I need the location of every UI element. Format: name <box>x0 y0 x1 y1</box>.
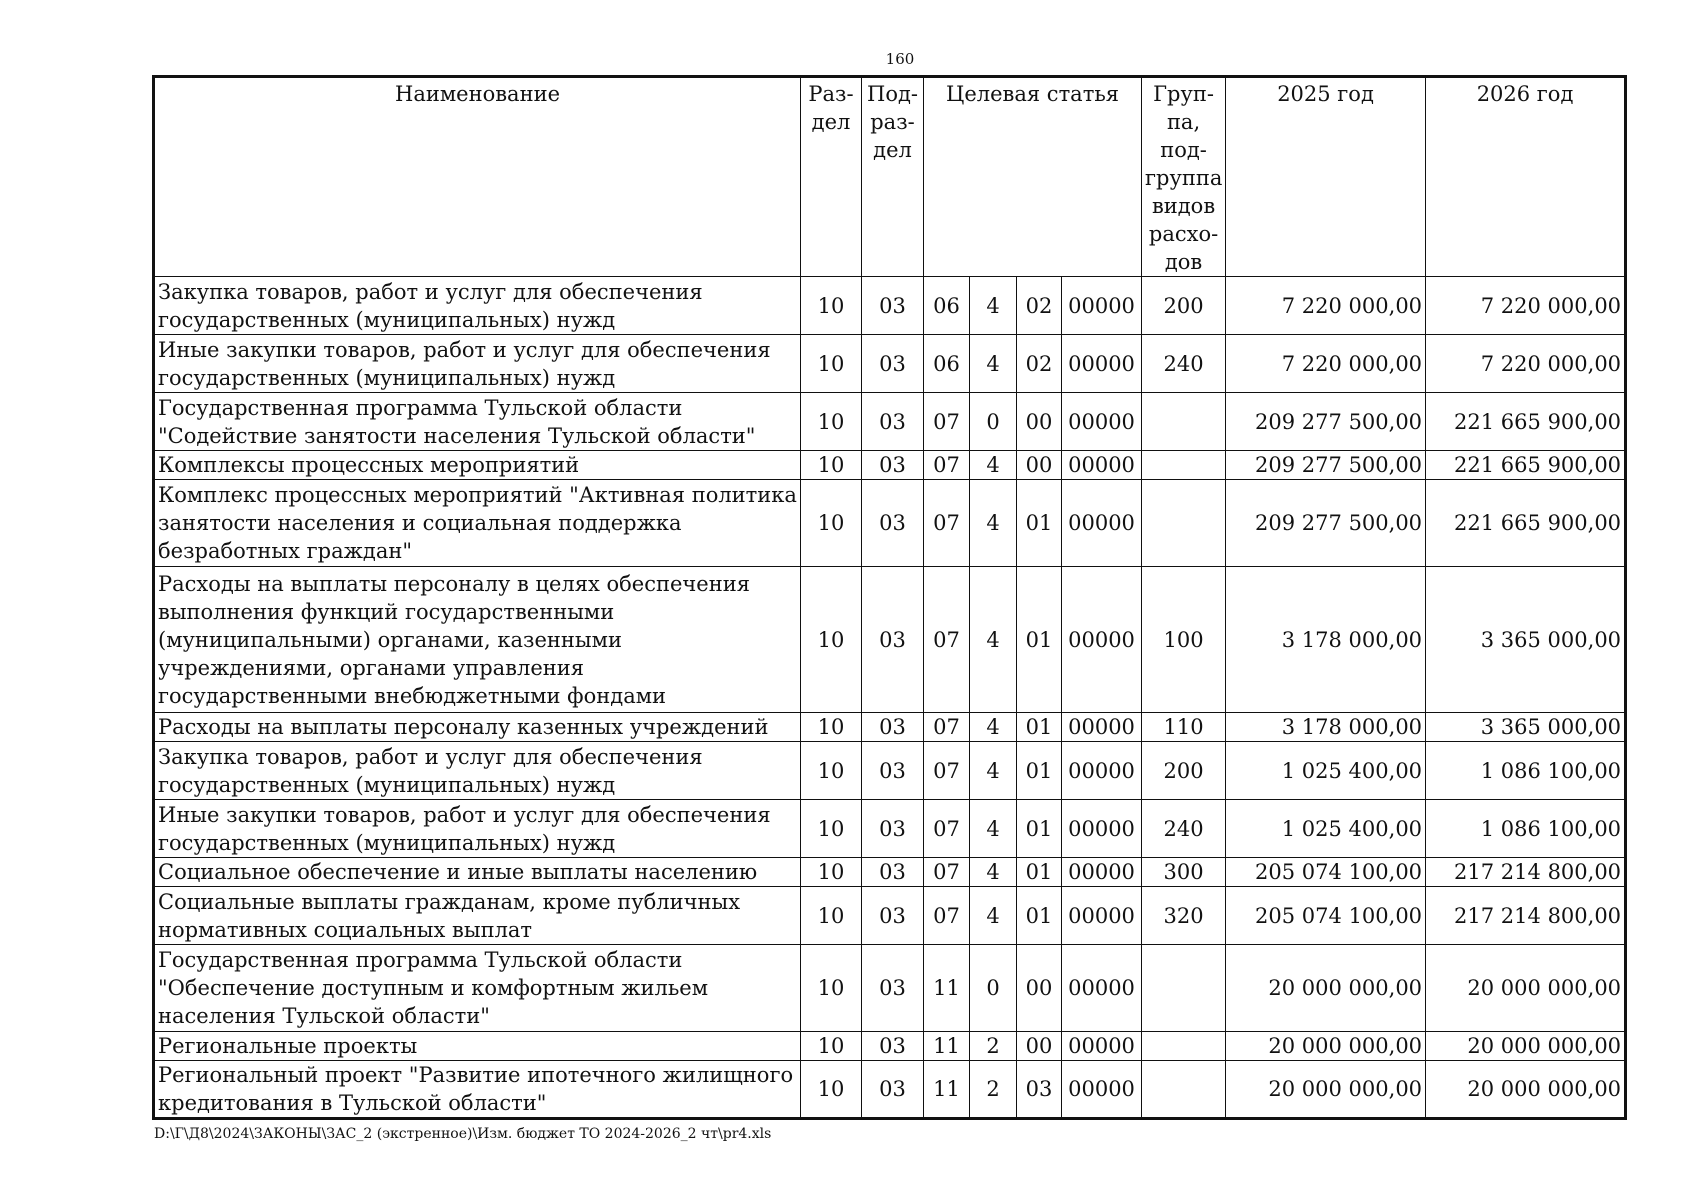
cell-celevaya-3: 03 <box>1017 1061 1062 1119</box>
cell-celevaya-3: 01 <box>1017 713 1062 742</box>
cell-name: Региональные проекты <box>154 1032 801 1061</box>
cell-gruppa: 240 <box>1142 335 1226 393</box>
cell-celevaya-1: 11 <box>924 945 970 1032</box>
cell-razdel: 10 <box>801 858 862 887</box>
cell-amount-2025: 20 000 000,00 <box>1226 945 1426 1032</box>
cell-celevaya-4: 00000 <box>1062 1061 1142 1119</box>
cell-amount-2026: 3 365 000,00 <box>1426 567 1626 713</box>
cell-celevaya-2: 4 <box>970 742 1017 800</box>
header-name: Наименование <box>154 77 801 277</box>
header-podrazdel: Под- раз- дел <box>862 77 924 277</box>
cell-celevaya-1: 07 <box>924 800 970 858</box>
cell-podrazdel: 03 <box>862 480 924 567</box>
cell-name: Государственная программа Тульской области "Содействие занятости населения Тульской области" <box>154 393 801 451</box>
cell-celevaya-4: 00000 <box>1062 480 1142 567</box>
cell-gruppa <box>1142 451 1226 480</box>
cell-celevaya-3: 01 <box>1017 742 1062 800</box>
cell-celevaya-4: 00000 <box>1062 945 1142 1032</box>
cell-celevaya-1: 07 <box>924 858 970 887</box>
cell-celevaya-2: 4 <box>970 480 1017 567</box>
cell-celevaya-1: 11 <box>924 1032 970 1061</box>
cell-name: Иные закупки товаров, работ и услуг для обеспечения государственных (муниципальных) нужд <box>154 800 801 858</box>
cell-razdel: 10 <box>801 742 862 800</box>
cell-name: Закупка товаров, работ и услуг для обеспечения государственных (муниципальных) нужд <box>154 742 801 800</box>
cell-amount-2026: 221 665 900,00 <box>1426 480 1626 567</box>
cell-gruppa: 300 <box>1142 858 1226 887</box>
cell-celevaya-2: 4 <box>970 858 1017 887</box>
cell-celevaya-1: 11 <box>924 1061 970 1119</box>
cell-celevaya-4: 00000 <box>1062 393 1142 451</box>
cell-podrazdel: 03 <box>862 945 924 1032</box>
cell-razdel: 10 <box>801 567 862 713</box>
cell-celevaya-4: 00000 <box>1062 1032 1142 1061</box>
cell-name: Региональный проект "Развитие ипотечного жилищного кредитования в Тульской области" <box>154 1061 801 1119</box>
cell-gruppa: 240 <box>1142 800 1226 858</box>
cell-amount-2026: 20 000 000,00 <box>1426 1061 1626 1119</box>
cell-celevaya-4: 00000 <box>1062 742 1142 800</box>
cell-celevaya-1: 07 <box>924 480 970 567</box>
table-row <box>154 480 1626 567</box>
cell-gruppa: 320 <box>1142 887 1226 945</box>
table-header-row <box>154 77 1626 277</box>
cell-razdel: 10 <box>801 451 862 480</box>
cell-celevaya-2: 4 <box>970 800 1017 858</box>
cell-podrazdel: 03 <box>862 713 924 742</box>
cell-celevaya-2: 2 <box>970 1032 1017 1061</box>
cell-amount-2026: 221 665 900,00 <box>1426 393 1626 451</box>
cell-razdel: 10 <box>801 335 862 393</box>
page-number: 160 <box>885 50 915 68</box>
cell-amount-2025: 3 178 000,00 <box>1226 713 1426 742</box>
header-year-2025: 2025 год <box>1226 77 1426 277</box>
cell-amount-2026: 20 000 000,00 <box>1426 1032 1626 1061</box>
cell-amount-2026: 1 086 100,00 <box>1426 800 1626 858</box>
cell-amount-2026: 221 665 900,00 <box>1426 451 1626 480</box>
cell-amount-2025: 7 220 000,00 <box>1226 335 1426 393</box>
cell-celevaya-2: 4 <box>970 713 1017 742</box>
cell-razdel: 10 <box>801 393 862 451</box>
cell-celevaya-1: 07 <box>924 713 970 742</box>
cell-gruppa: 110 <box>1142 713 1226 742</box>
table-row <box>154 945 1626 1032</box>
cell-gruppa <box>1142 480 1226 567</box>
cell-celevaya-2: 0 <box>970 945 1017 1032</box>
cell-name: Иные закупки товаров, работ и услуг для обеспечения государственных (муниципальных) нужд <box>154 335 801 393</box>
table-row <box>154 887 1626 945</box>
cell-celevaya-1: 06 <box>924 335 970 393</box>
cell-celevaya-2: 4 <box>970 451 1017 480</box>
cell-name: Расходы на выплаты персоналу в целях обеспечения выполнения функций государственными (муниципальными) органами, казенными учреждениями, органами управления государственными внебюджетными фондами <box>154 567 801 713</box>
cell-razdel: 10 <box>801 945 862 1032</box>
cell-amount-2026: 7 220 000,00 <box>1426 335 1626 393</box>
cell-amount-2025: 1 025 400,00 <box>1226 800 1426 858</box>
cell-amount-2025: 7 220 000,00 <box>1226 277 1426 335</box>
footer-file-path: D:\Г\Д8\2024\ЗАКОНЫ\ЗАС_2 (экстренное)\Изм. бюджет ТО 2024-2026_2 чт\pr4.xls <box>154 1126 772 1142</box>
cell-amount-2025: 20 000 000,00 <box>1226 1032 1426 1061</box>
cell-gruppa: 100 <box>1142 567 1226 713</box>
cell-celevaya-3: 00 <box>1017 1032 1062 1061</box>
cell-amount-2026: 7 220 000,00 <box>1426 277 1626 335</box>
cell-celevaya-3: 00 <box>1017 393 1062 451</box>
cell-celevaya-3: 01 <box>1017 567 1062 713</box>
cell-celevaya-2: 4 <box>970 335 1017 393</box>
cell-celevaya-2: 4 <box>970 567 1017 713</box>
cell-razdel: 10 <box>801 713 862 742</box>
cell-gruppa <box>1142 393 1226 451</box>
cell-celevaya-4: 00000 <box>1062 800 1142 858</box>
cell-celevaya-3: 01 <box>1017 858 1062 887</box>
cell-podrazdel: 03 <box>862 393 924 451</box>
cell-name: Расходы на выплаты персоналу казенных учреждений <box>154 713 801 742</box>
cell-celevaya-3: 00 <box>1017 945 1062 1032</box>
cell-podrazdel: 03 <box>862 887 924 945</box>
cell-celevaya-1: 07 <box>924 451 970 480</box>
budget-table <box>152 75 1627 1120</box>
table-row <box>154 567 1626 713</box>
cell-celevaya-3: 01 <box>1017 480 1062 567</box>
cell-name: Социальные выплаты гражданам, кроме публичных нормативных социальных выплат <box>154 887 801 945</box>
cell-celevaya-2: 4 <box>970 277 1017 335</box>
cell-celevaya-3: 02 <box>1017 277 1062 335</box>
cell-gruppa: 200 <box>1142 742 1226 800</box>
table-row <box>154 1032 1626 1061</box>
cell-name: Закупка товаров, работ и услуг для обеспечения государственных (муниципальных) нужд <box>154 277 801 335</box>
cell-podrazdel: 03 <box>862 800 924 858</box>
cell-amount-2025: 205 074 100,00 <box>1226 887 1426 945</box>
cell-name: Комплексы процессных мероприятий <box>154 451 801 480</box>
cell-podrazdel: 03 <box>862 277 924 335</box>
cell-gruppa <box>1142 945 1226 1032</box>
cell-amount-2025: 209 277 500,00 <box>1226 451 1426 480</box>
table-row <box>154 393 1626 451</box>
header-year-2026: 2026 год <box>1426 77 1626 277</box>
cell-razdel: 10 <box>801 277 862 335</box>
header-gruppa-vidov-raskhodov: Груп- па, под- группа видов расхо- дов <box>1142 77 1226 277</box>
cell-podrazdel: 03 <box>862 742 924 800</box>
cell-celevaya-1: 07 <box>924 393 970 451</box>
cell-razdel: 10 <box>801 1061 862 1119</box>
header-celevaya-statya: Целевая статья <box>924 77 1142 277</box>
cell-podrazdel: 03 <box>862 1032 924 1061</box>
table-row <box>154 451 1626 480</box>
cell-celevaya-4: 00000 <box>1062 713 1142 742</box>
cell-podrazdel: 03 <box>862 451 924 480</box>
cell-amount-2025: 20 000 000,00 <box>1226 1061 1426 1119</box>
cell-amount-2026: 3 365 000,00 <box>1426 713 1626 742</box>
cell-podrazdel: 03 <box>862 335 924 393</box>
cell-celevaya-2: 4 <box>970 887 1017 945</box>
cell-celevaya-4: 00000 <box>1062 451 1142 480</box>
cell-amount-2025: 1 025 400,00 <box>1226 742 1426 800</box>
cell-name: Социальное обеспечение и иные выплаты населению <box>154 858 801 887</box>
cell-amount-2025: 209 277 500,00 <box>1226 393 1426 451</box>
cell-amount-2026: 217 214 800,00 <box>1426 858 1626 887</box>
cell-name: Комплекс процессных мероприятий "Активная политика занятости населения и социальная поддержка безработных граждан" <box>154 480 801 567</box>
cell-celevaya-3: 01 <box>1017 887 1062 945</box>
cell-celevaya-4: 00000 <box>1062 887 1142 945</box>
cell-gruppa: 200 <box>1142 277 1226 335</box>
cell-amount-2026: 217 214 800,00 <box>1426 887 1626 945</box>
table-row <box>154 742 1626 800</box>
cell-celevaya-4: 00000 <box>1062 567 1142 713</box>
table-row <box>154 800 1626 858</box>
cell-razdel: 10 <box>801 887 862 945</box>
cell-podrazdel: 03 <box>862 1061 924 1119</box>
cell-celevaya-4: 00000 <box>1062 335 1142 393</box>
header-razdel: Раз- дел <box>801 77 862 277</box>
cell-podrazdel: 03 <box>862 567 924 713</box>
table-row <box>154 713 1626 742</box>
cell-amount-2025: 3 178 000,00 <box>1226 567 1426 713</box>
cell-celevaya-1: 07 <box>924 742 970 800</box>
cell-celevaya-2: 2 <box>970 1061 1017 1119</box>
table-row <box>154 858 1626 887</box>
cell-amount-2025: 209 277 500,00 <box>1226 480 1426 567</box>
cell-celevaya-1: 07 <box>924 567 970 713</box>
table-row <box>154 1061 1626 1119</box>
cell-razdel: 10 <box>801 480 862 567</box>
cell-celevaya-4: 00000 <box>1062 277 1142 335</box>
cell-celevaya-1: 06 <box>924 277 970 335</box>
cell-celevaya-2: 0 <box>970 393 1017 451</box>
table-row <box>154 335 1626 393</box>
cell-gruppa <box>1142 1061 1226 1119</box>
cell-amount-2025: 205 074 100,00 <box>1226 858 1426 887</box>
cell-razdel: 10 <box>801 800 862 858</box>
cell-razdel: 10 <box>801 1032 862 1061</box>
cell-amount-2026: 1 086 100,00 <box>1426 742 1626 800</box>
cell-celevaya-3: 02 <box>1017 335 1062 393</box>
cell-gruppa <box>1142 1032 1226 1061</box>
cell-amount-2026: 20 000 000,00 <box>1426 945 1626 1032</box>
cell-celevaya-3: 00 <box>1017 451 1062 480</box>
cell-podrazdel: 03 <box>862 858 924 887</box>
cell-celevaya-3: 01 <box>1017 800 1062 858</box>
cell-celevaya-1: 07 <box>924 887 970 945</box>
table-row <box>154 277 1626 335</box>
cell-celevaya-4: 00000 <box>1062 858 1142 887</box>
cell-name: Государственная программа Тульской области "Обеспечение доступным и комфортным жильем населения Тульской области" <box>154 945 801 1032</box>
